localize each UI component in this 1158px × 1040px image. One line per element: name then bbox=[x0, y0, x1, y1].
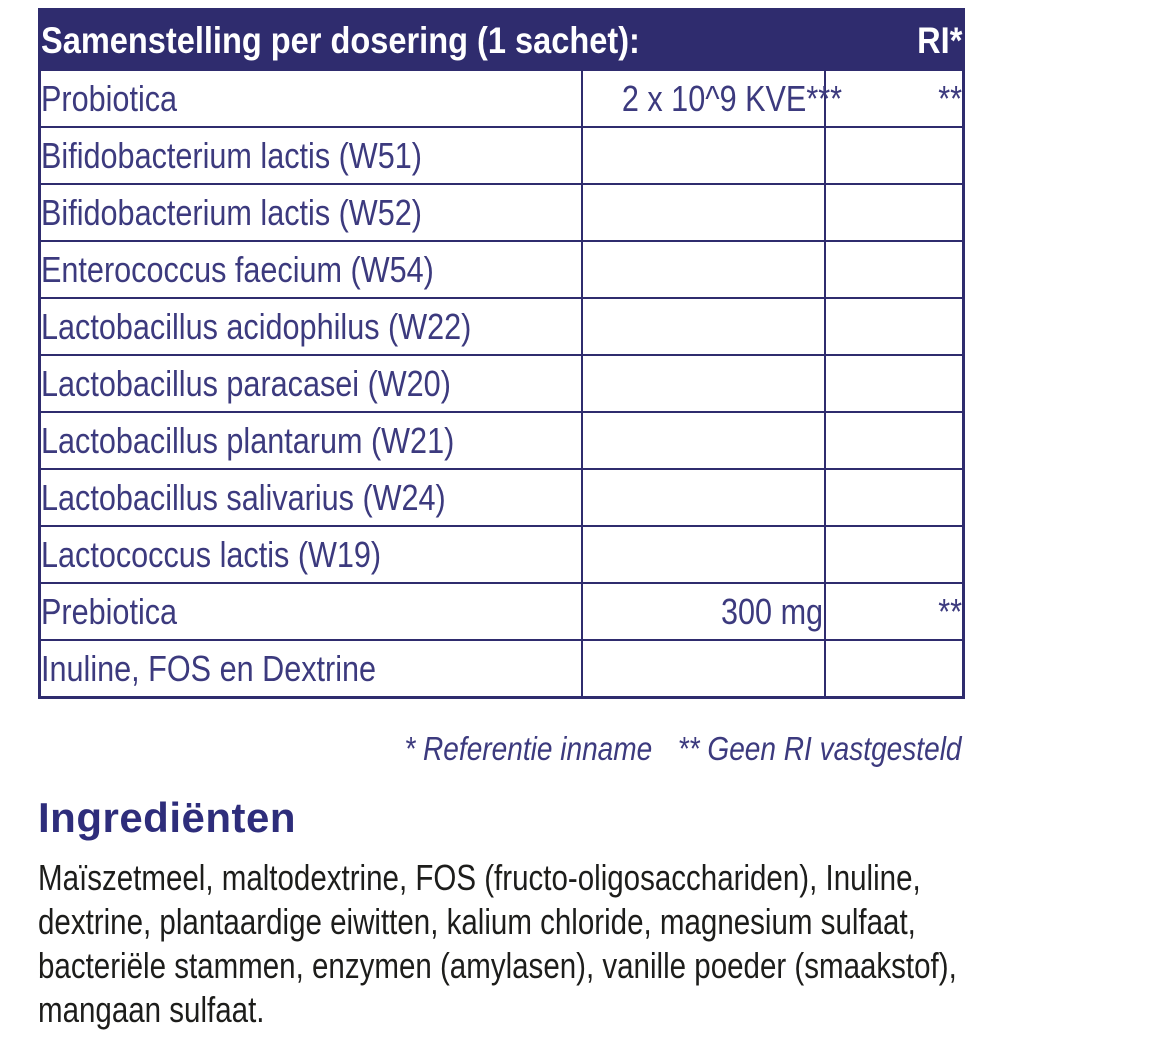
amount-value: 300 mg bbox=[721, 590, 824, 632]
table-row bbox=[40, 184, 964, 241]
ri-cell bbox=[825, 355, 964, 412]
table-row bbox=[40, 583, 964, 640]
ingredient-name-cell bbox=[40, 355, 582, 412]
table-row bbox=[40, 70, 964, 127]
ingredient-name-cell bbox=[40, 640, 582, 698]
ingredient-name: Enterococcus faecium (W54) bbox=[41, 248, 434, 290]
ingredient-name: Lactobacillus paracasei (W20) bbox=[41, 362, 451, 404]
table-row bbox=[40, 469, 964, 526]
ri-header-cell bbox=[825, 10, 964, 71]
ingredient-name: Lactobacillus plantarum (W21) bbox=[41, 419, 455, 461]
ri-header-label: RI* bbox=[916, 19, 962, 61]
ri-cell bbox=[825, 127, 964, 184]
ingredient-name-cell bbox=[40, 184, 582, 241]
ingredient-name: Probiotica bbox=[41, 77, 178, 119]
amount-cell bbox=[582, 355, 825, 412]
label-content bbox=[38, 8, 962, 1032]
footnote-reference: * Referentie inname bbox=[404, 730, 653, 767]
ri-cell bbox=[825, 469, 964, 526]
ri-cell bbox=[825, 583, 964, 640]
ingredient-name: Inuline, FOS en Dextrine bbox=[41, 647, 377, 689]
ingredient-name: Lactobacillus acidophilus (W22) bbox=[41, 305, 472, 347]
table-row bbox=[40, 127, 964, 184]
ri-cell bbox=[825, 412, 964, 469]
ingredients-line-text: mangaan sulfaat. bbox=[38, 988, 265, 1030]
ingredients-line-text: bacteriële stammen, enzymen (amylasen), vanille poeder (smaakstof), bbox=[38, 944, 957, 986]
composition-table-body bbox=[40, 70, 964, 698]
ingredient-name-cell bbox=[40, 70, 582, 127]
footnote-no-ri: ** Geen RI vastgesteld bbox=[678, 730, 962, 767]
ingredients-line bbox=[38, 988, 962, 1032]
footnote bbox=[38, 731, 962, 767]
amount-cell bbox=[582, 127, 825, 184]
ingredient-name-cell bbox=[40, 526, 582, 583]
ingredients-line bbox=[38, 944, 962, 988]
amount-cell bbox=[582, 184, 825, 241]
ingredient-name: Bifidobacterium lactis (W52) bbox=[41, 191, 422, 233]
ingredient-name: Bifidobacterium lactis (W51) bbox=[41, 134, 422, 176]
table-title-cell bbox=[40, 10, 825, 71]
amount-cell bbox=[582, 70, 842, 127]
ingredient-name: Lactococcus lactis (W19) bbox=[41, 533, 382, 575]
ingredients-line-text: dextrine, plantaardige eiwitten, kalium chloride, magnesium sulfaat, bbox=[38, 900, 916, 942]
ingredients-line-text: Maïszetmeel, maltodextrine, FOS (fructo-oligosacchariden), Inuline, bbox=[38, 856, 921, 898]
composition-table-header bbox=[40, 10, 964, 71]
ingredient-name: Prebiotica bbox=[41, 590, 178, 632]
ingredient-name-cell bbox=[40, 241, 582, 298]
table-title: Samenstelling per dosering (1 sachet): bbox=[41, 19, 640, 61]
table-row bbox=[40, 526, 964, 583]
composition-table bbox=[38, 8, 965, 699]
amount-cell bbox=[582, 241, 825, 298]
ingredient-name-cell bbox=[40, 127, 582, 184]
ingredient-name-cell bbox=[40, 412, 582, 469]
amount-cell bbox=[582, 469, 825, 526]
table-row bbox=[40, 640, 964, 698]
footnote-text bbox=[405, 731, 962, 767]
amount-cell bbox=[582, 583, 825, 640]
ri-cell bbox=[825, 70, 964, 127]
ingredients-line bbox=[38, 856, 962, 900]
ri-cell bbox=[825, 640, 964, 698]
ingredient-name-cell bbox=[40, 469, 582, 526]
ri-cell bbox=[825, 298, 964, 355]
amount-cell bbox=[582, 526, 825, 583]
ingredient-name-cell bbox=[40, 298, 582, 355]
ingredients-line bbox=[38, 900, 962, 944]
ri-cell bbox=[825, 241, 964, 298]
ingredients-text bbox=[38, 856, 962, 1032]
ingredient-name-cell bbox=[40, 583, 582, 640]
ri-cell bbox=[825, 526, 964, 583]
ri-value: ** bbox=[938, 590, 962, 632]
amount-cell bbox=[582, 298, 825, 355]
ri-cell bbox=[825, 184, 964, 241]
table-row bbox=[40, 241, 964, 298]
table-row bbox=[40, 355, 964, 412]
header-row bbox=[40, 10, 964, 71]
ingredients-heading: Ingrediënten bbox=[38, 794, 297, 842]
amount-cell bbox=[582, 412, 825, 469]
amount-cell bbox=[582, 640, 825, 698]
ri-value: ** bbox=[938, 77, 962, 119]
amount-value: 2 x 10^9 KVE*** bbox=[621, 77, 842, 119]
table-row bbox=[40, 412, 964, 469]
table-row bbox=[40, 298, 964, 355]
ingredient-name: Lactobacillus salivarius (W24) bbox=[41, 476, 446, 518]
